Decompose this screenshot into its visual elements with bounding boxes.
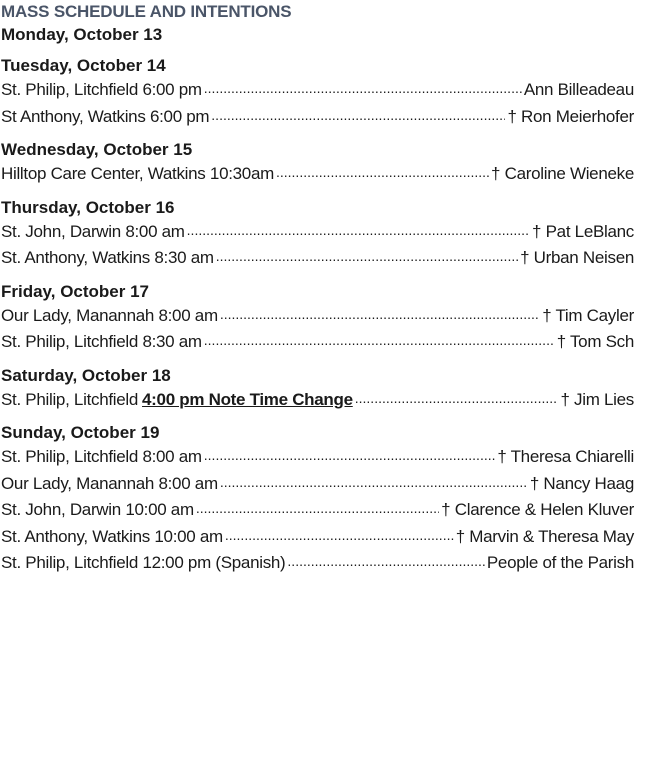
mass-location: [1, 497, 194, 524]
mass-location: [1, 245, 214, 272]
mass-location: [1, 161, 274, 188]
day-spacer: [1, 272, 634, 281]
day-section: [1, 422, 634, 577]
mass-entry: [1, 524, 634, 551]
mass-location-text: St. Philip, Litchfield 6:00 pm: [1, 80, 202, 99]
dot-leader: [220, 472, 528, 489]
dot-leader: [220, 304, 540, 321]
dot-leader: [204, 78, 522, 95]
dot-leader: [287, 551, 484, 568]
day-heading: Tuesday, October 14: [1, 56, 166, 75]
day-section: [1, 139, 634, 188]
mass-location: [1, 329, 202, 356]
day-heading: Wednesday, October 15: [1, 140, 193, 159]
day-spacer: [1, 188, 634, 197]
time-change-note: 4:00 pm Note Time Change: [142, 389, 353, 409]
dot-leader: [225, 525, 454, 542]
mass-location-text: St. John, Darwin 10:00 am: [1, 500, 194, 519]
mass-intention: † Tim Cayler: [542, 305, 634, 325]
day-section: [1, 281, 634, 356]
mass-location-text: St. Philip, Litchfield: [1, 389, 139, 409]
mass-intention: † Pat LeBlanc: [532, 221, 634, 241]
mass-schedule: [1, 0, 634, 577]
dot-leader: [216, 246, 518, 263]
day-spacer: [1, 413, 634, 422]
mass-location: [1, 303, 218, 330]
mass-location: [1, 550, 285, 577]
mass-location-text: St. Anthony, Watkins 10:00 am: [1, 526, 223, 546]
mass-location: [1, 77, 202, 104]
mass-location-text: Our Lady, Manannah 8:00 am: [1, 473, 218, 493]
dot-leader: [211, 105, 505, 122]
mass-intention: † Theresa Chiarelli: [497, 447, 634, 466]
dot-leader: [196, 498, 439, 515]
dot-leader: [204, 445, 496, 462]
mass-location-text: Hilltop Care Center, Watkins 10:30am: [1, 164, 274, 183]
mass-location-text: St Anthony, Watkins 6:00 pm: [1, 106, 210, 126]
mass-location: [1, 524, 223, 551]
mass-location: [1, 471, 218, 498]
dot-leader: [276, 162, 489, 179]
mass-location: [1, 444, 202, 471]
mass-entry: [1, 329, 634, 356]
mass-intention: † Tom Sch: [556, 332, 634, 351]
mass-location: [1, 104, 209, 131]
mass-intention: † Marvin & Theresa May: [455, 526, 634, 546]
mass-entry: [1, 497, 634, 524]
mass-entry: [1, 77, 634, 104]
day-heading: Sunday, October 19: [1, 423, 160, 442]
mass-entry: [1, 161, 634, 188]
page-title: MASS SCHEDULE AND INTENTIONS: [1, 2, 292, 21]
mass-location-text: St. Philip, Litchfield 12:00 pm (Spanish): [1, 553, 286, 572]
day-section: [1, 365, 634, 414]
day-heading: Thursday, October 16: [1, 197, 175, 217]
mass-location-text: St. Philip, Litchfield 8:00 am: [1, 447, 202, 466]
day-section: [1, 197, 634, 272]
day-heading: Monday, October 13: [1, 25, 163, 44]
mass-entry: [1, 303, 634, 330]
mass-location-text: St. John, Darwin 8:00 am: [1, 221, 185, 241]
mass-intention: † Ron Meierhofer: [507, 106, 634, 126]
mass-entry: [1, 471, 634, 498]
mass-intention: People of the Parish: [486, 553, 634, 572]
day-list: [1, 24, 634, 577]
day-section: [1, 24, 634, 46]
mass-entry: [1, 219, 634, 246]
day-heading: Friday, October 17: [1, 281, 150, 301]
mass-intention: † Nancy Haag: [529, 473, 634, 493]
day-heading: Saturday, October 18: [1, 365, 171, 385]
mass-entry: [1, 387, 634, 414]
mass-entry: [1, 444, 634, 471]
mass-intention: † Caroline Wieneke: [491, 164, 634, 183]
mass-entry: [1, 550, 634, 577]
mass-location-text: St. Philip, Litchfield 8:30 am: [1, 332, 202, 351]
mass-location-text: St. Anthony, Watkins 8:30 am: [1, 248, 214, 267]
dot-leader: [204, 330, 555, 347]
mass-location: [1, 219, 185, 246]
mass-location-text: Our Lady, Manannah 8:00 am: [1, 305, 218, 325]
day-section: [1, 55, 634, 130]
mass-intention: Ann Billeadeau: [523, 80, 634, 99]
mass-entry: [1, 245, 634, 272]
day-spacer: [1, 356, 634, 365]
mass-entry: [1, 104, 634, 131]
day-spacer: [1, 46, 634, 55]
day-spacer: [1, 130, 634, 139]
dot-leader: [355, 388, 559, 405]
mass-intention: † Urban Neisen: [520, 248, 634, 267]
dot-leader: [187, 220, 530, 237]
mass-intention: † Clarence & Helen Kluver: [441, 500, 634, 519]
mass-intention: † Jim Lies: [560, 389, 634, 409]
mass-location: [1, 387, 353, 414]
